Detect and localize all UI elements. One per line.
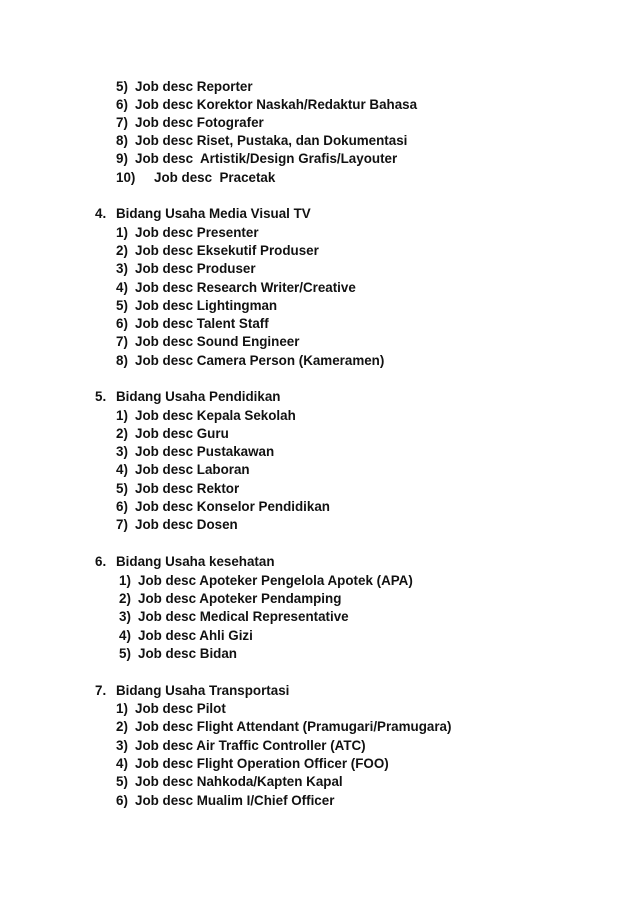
item-number: 3) bbox=[119, 609, 131, 624]
item-number: 6) bbox=[116, 793, 128, 808]
list-item bbox=[116, 279, 356, 297]
list-item bbox=[116, 352, 384, 370]
item-text: Job desc Presenter bbox=[135, 225, 259, 240]
item-number: 3) bbox=[116, 738, 128, 753]
list-item bbox=[116, 78, 253, 96]
item-number: 5) bbox=[116, 298, 128, 313]
list-item bbox=[116, 443, 274, 461]
item-text: Job desc Kepala Sekolah bbox=[135, 408, 296, 423]
item-text: Job desc Ahli Gizi bbox=[138, 628, 253, 643]
item-text: Job desc Reporter bbox=[135, 79, 253, 94]
section-number: 4. bbox=[95, 206, 107, 221]
item-number: 2) bbox=[116, 243, 128, 258]
list-item bbox=[116, 718, 451, 736]
item-text: Job desc Korektor Naskah/Redaktur Bahasa bbox=[135, 97, 418, 112]
item-text: Job desc Talent Staff bbox=[135, 316, 269, 331]
list-item bbox=[116, 114, 264, 132]
item-text: Job desc Apoteker Pendamping bbox=[138, 591, 342, 606]
item-text: Job desc Pilot bbox=[135, 701, 226, 716]
item-number: 2) bbox=[116, 719, 128, 734]
item-text: Job desc Sound Engineer bbox=[135, 334, 300, 349]
list-item bbox=[119, 590, 341, 608]
item-text: Job desc Research Writer/Creative bbox=[135, 280, 356, 295]
list-item bbox=[116, 737, 366, 755]
list-item bbox=[116, 792, 334, 810]
list-item bbox=[116, 773, 343, 791]
item-number: 1) bbox=[116, 225, 128, 240]
section-title: Bidang Usaha Transportasi bbox=[116, 683, 290, 698]
item-number: 4) bbox=[116, 462, 128, 477]
item-text: Job desc Camera Person (Kameramen) bbox=[135, 353, 385, 368]
list-item bbox=[116, 700, 226, 718]
section-heading bbox=[95, 553, 275, 571]
list-item bbox=[116, 224, 259, 242]
item-text: Job desc Pracetak bbox=[154, 170, 276, 185]
item-number: 1) bbox=[116, 408, 128, 423]
section-number: 6. bbox=[95, 554, 107, 569]
item-text: Job desc Laboran bbox=[135, 462, 250, 477]
item-number: 2) bbox=[116, 426, 128, 441]
item-number: 7) bbox=[116, 115, 128, 130]
section-title: Bidang Usaha Pendidikan bbox=[116, 389, 281, 404]
item-number: 2) bbox=[119, 591, 131, 606]
item-number: 8) bbox=[116, 133, 128, 148]
item-text: Job desc Artistik/Design Grafis/Layouter bbox=[135, 151, 398, 166]
item-text: Job desc Guru bbox=[135, 426, 229, 441]
item-number: 5) bbox=[116, 481, 128, 496]
item-text: Job desc Dosen bbox=[135, 517, 238, 532]
section-number: 5. bbox=[95, 389, 107, 404]
list-item bbox=[119, 572, 413, 590]
list-item bbox=[116, 425, 229, 443]
item-text: Job desc Lightingman bbox=[135, 298, 278, 313]
list-item bbox=[116, 169, 275, 187]
list-item bbox=[116, 242, 319, 260]
item-number: 5) bbox=[119, 646, 131, 661]
item-text: Job desc Pustakawan bbox=[135, 444, 275, 459]
item-text: Job desc Bidan bbox=[138, 646, 237, 661]
list-item bbox=[116, 150, 397, 168]
section-heading bbox=[95, 205, 311, 223]
item-text: Job desc Fotografer bbox=[135, 115, 264, 130]
item-text: Job desc Flight Attendant (Pramugari/Pramugara) bbox=[135, 719, 452, 734]
item-number: 3) bbox=[116, 261, 128, 276]
section-heading bbox=[95, 388, 280, 406]
item-text: Job desc Apoteker Pengelola Apotek (APA) bbox=[138, 573, 413, 588]
list-item bbox=[116, 755, 389, 773]
item-text: Job desc Mualim I/Chief Officer bbox=[135, 793, 335, 808]
item-text: Job desc Produser bbox=[135, 261, 256, 276]
item-number: 4) bbox=[116, 756, 128, 771]
item-number: 10) bbox=[116, 170, 136, 185]
list-item bbox=[116, 333, 299, 351]
section-title: Bidang Usaha Media Visual TV bbox=[116, 206, 311, 221]
list-item bbox=[116, 407, 296, 425]
list-item bbox=[116, 498, 330, 516]
item-text: Job desc Air Traffic Controller (ATC) bbox=[135, 738, 366, 753]
item-number: 5) bbox=[116, 774, 128, 789]
list-item bbox=[119, 627, 253, 645]
list-item bbox=[116, 461, 250, 479]
item-number: 5) bbox=[116, 79, 128, 94]
item-text: Job desc Konselor Pendidikan bbox=[135, 499, 330, 514]
item-number: 1) bbox=[119, 573, 131, 588]
item-number: 7) bbox=[116, 334, 128, 349]
item-text: Job desc Eksekutif Produser bbox=[135, 243, 319, 258]
list-item bbox=[116, 260, 256, 278]
item-text: Job desc Medical Representative bbox=[138, 609, 349, 624]
list-item bbox=[116, 96, 417, 114]
item-text: Job desc Flight Operation Officer (FOO) bbox=[135, 756, 389, 771]
list-item bbox=[116, 480, 239, 498]
item-number: 9) bbox=[116, 151, 128, 166]
list-item bbox=[116, 132, 407, 150]
item-number: 6) bbox=[116, 499, 128, 514]
item-text: Job desc Nahkoda/Kapten Kapal bbox=[135, 774, 343, 789]
list-item bbox=[116, 516, 238, 534]
section-heading bbox=[95, 682, 289, 700]
section-title: Bidang Usaha kesehatan bbox=[116, 554, 275, 569]
list-item bbox=[116, 315, 269, 333]
item-number: 1) bbox=[116, 701, 128, 716]
item-number: 6) bbox=[116, 97, 128, 112]
item-number: 8) bbox=[116, 353, 128, 368]
item-number: 4) bbox=[119, 628, 131, 643]
item-number: 6) bbox=[116, 316, 128, 331]
item-number: 4) bbox=[116, 280, 128, 295]
list-item bbox=[119, 645, 237, 663]
list-item bbox=[116, 297, 277, 315]
item-number: 7) bbox=[116, 517, 128, 532]
item-number: 3) bbox=[116, 444, 128, 459]
item-text: Job desc Riset, Pustaka, dan Dokumentasi bbox=[135, 133, 408, 148]
item-text: Job desc Rektor bbox=[135, 481, 240, 496]
list-item bbox=[119, 608, 349, 626]
section-number: 7. bbox=[95, 683, 107, 698]
